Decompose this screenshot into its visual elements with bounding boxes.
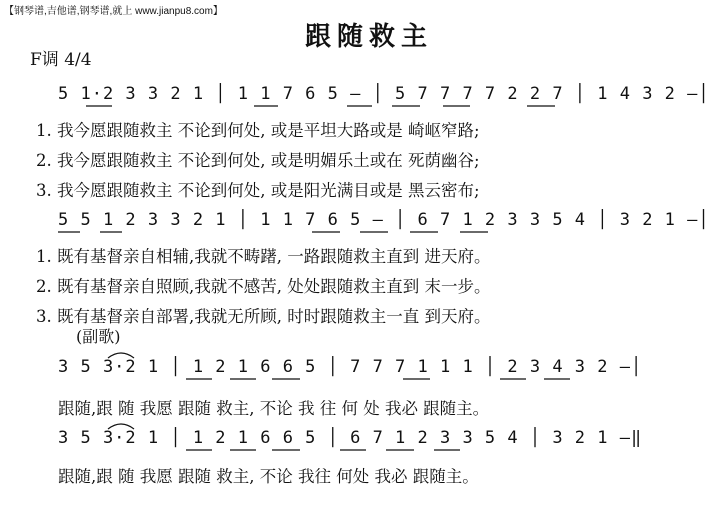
notation-line-3: 3 5 3·2 1 │ 1 2 1 6 6 5 │ 7 7 7 1 1 1 │ 2 3 4 3 2 –│: [58, 357, 643, 377]
notation-line-2: 5 5 1 2 3 3 2 1 │ 1 1 7 6 5 – │ 6 7 1 2 3 3 5 4 │ 3 2 1 –│: [58, 210, 710, 230]
verse-a-line-1: 1. 我今愿跟随救主 不论到何处, 或是平坦大路或是 崎岖窄路;: [36, 121, 480, 140]
verse-b-line-3: 3. 既有基督亲自部署,我就无所顾, 时时跟随救主一直 到天府。: [36, 307, 491, 326]
site-watermark: 【钢琴谱,吉他谱,钢琴谱,就上 www.jianpu8.com】: [4, 6, 223, 17]
notation-line-4: 3 5 3·2 1 │ 1 2 1 6 6 5 │ 6 7 1 2 3 3 5 4 │ 3 2 1 –‖: [58, 428, 643, 448]
key-time-signature: F调 4/4: [30, 50, 92, 70]
verse-b-line-1: 1. 既有基督亲自相辅,我就不畴躇, 一路跟随救主直到 进天府。: [36, 247, 491, 266]
chorus-label: (副歌): [76, 327, 121, 346]
chorus-lyric-line-1: 跟随,跟 随 我愿 跟随 救主, 不论 我 往 何 处 我必 跟随主。: [58, 399, 490, 418]
song-title: 跟随救主: [305, 22, 434, 52]
notation-line-1: 5 1·2 3 3 2 1 │ 1 1 7 6 5 – │ 5 7 7 7 7 2 2 7 │ 1 4 3 2 –│: [58, 84, 710, 104]
chorus-lyric-line-2: 跟随,跟 随 我愿 跟随 救主, 不论 我往 何处 我必 跟随主。: [58, 467, 479, 486]
verse-a-line-2: 2. 我今愿跟随救主 不论到何处, 或是明媚乐土或在 死荫幽谷;: [36, 151, 480, 170]
verse-a-line-3: 3. 我今愿跟随救主 不论到何处, 或是阳光满目或是 黑云密布;: [36, 181, 480, 200]
verse-b-line-2: 2. 既有基督亲自照顾,我就不感苦, 处处跟随救主直到 末一步。: [36, 277, 491, 296]
